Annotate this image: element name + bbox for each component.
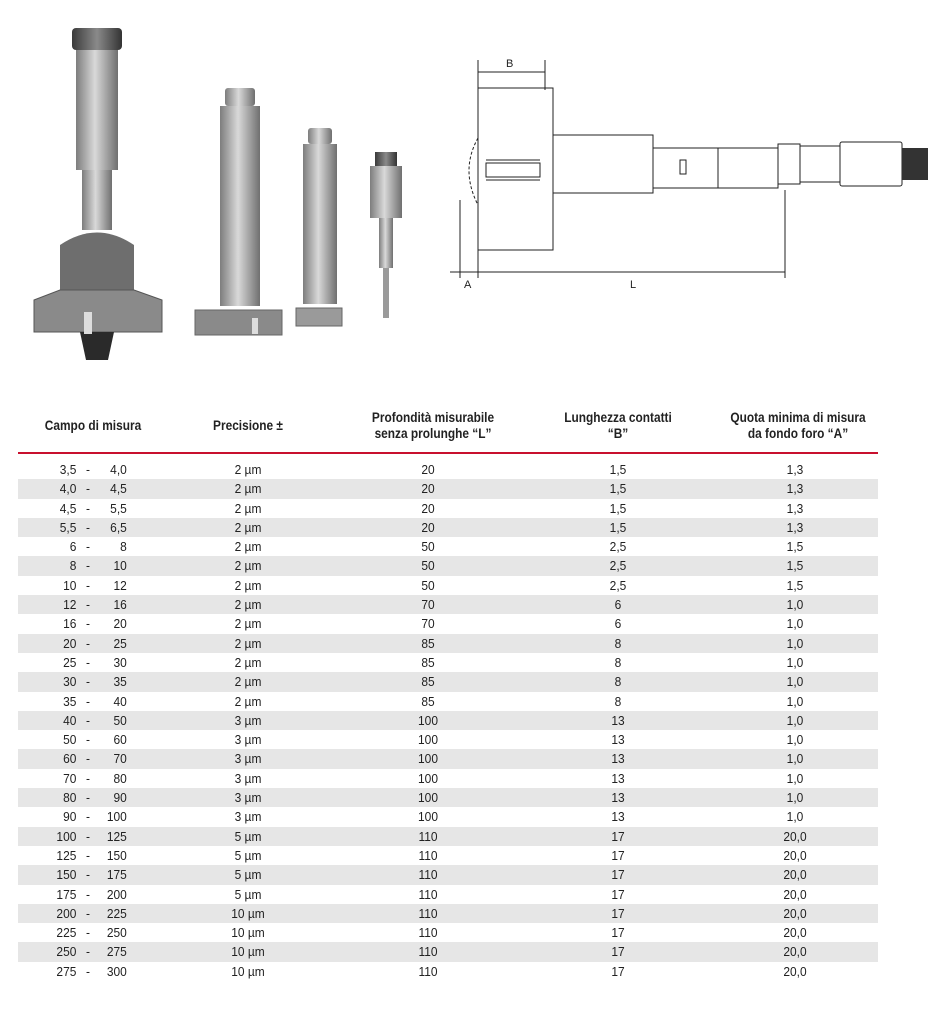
contact-length-cell: 17 bbox=[611, 963, 625, 979]
range-from: 30 bbox=[63, 674, 77, 690]
range-from: 8 bbox=[69, 558, 77, 574]
precision-cell: 2 µm bbox=[234, 616, 262, 632]
contact-length-cell: 1,5 bbox=[609, 462, 627, 477]
min-depth-cell: 1,0 bbox=[786, 674, 804, 690]
range-from: 125 bbox=[56, 847, 77, 863]
range-to: 16 bbox=[113, 597, 127, 613]
product-photos bbox=[20, 20, 420, 370]
depth-cell: 110 bbox=[418, 867, 438, 883]
table-row bbox=[18, 769, 878, 788]
range-from: 10 bbox=[63, 577, 77, 593]
min-depth-cell: 20,0 bbox=[783, 847, 807, 863]
contact-length-cell: 8 bbox=[614, 674, 622, 690]
min-depth-cell: 1,5 bbox=[786, 577, 804, 593]
range-from: 80 bbox=[63, 790, 77, 806]
range-to: 8 bbox=[120, 539, 127, 555]
range-dash: - bbox=[86, 751, 90, 767]
range-dash: - bbox=[86, 732, 90, 748]
precision-cell: 3 µm bbox=[234, 790, 262, 806]
range-to: 30 bbox=[113, 654, 127, 670]
range-to: 90 bbox=[113, 790, 127, 806]
range-from: 4,5 bbox=[59, 500, 77, 516]
label-a: A bbox=[464, 279, 472, 291]
range-from: 20 bbox=[63, 635, 77, 651]
precision-cell: 2 µm bbox=[234, 693, 262, 709]
header-quota: Quota minima di misura da fondo foro “A” bbox=[730, 410, 866, 441]
range-from: 90 bbox=[63, 809, 77, 825]
range-dash: - bbox=[86, 886, 90, 902]
range-dash: - bbox=[86, 635, 90, 651]
precision-cell: 5 µm bbox=[234, 867, 262, 883]
depth-cell: 100 bbox=[418, 712, 438, 728]
range-to: 50 bbox=[113, 712, 127, 728]
table-row bbox=[18, 942, 878, 961]
min-depth-cell: 1,0 bbox=[786, 712, 804, 728]
precision-cell: 3 µm bbox=[234, 732, 262, 748]
precision-cell: 10 µm bbox=[231, 925, 265, 941]
range-dash: - bbox=[86, 597, 90, 613]
range-to: 40 bbox=[113, 693, 127, 709]
min-depth-cell: 20,0 bbox=[783, 925, 807, 941]
min-depth-cell: 1,3 bbox=[786, 519, 804, 535]
range-dash: - bbox=[86, 519, 90, 535]
range-from: 60 bbox=[63, 751, 77, 767]
precision-cell: 5 µm bbox=[234, 886, 262, 902]
table-body bbox=[18, 460, 878, 981]
contact-length-cell: 6 bbox=[614, 616, 622, 632]
range-to: 70 bbox=[113, 751, 127, 767]
table-row bbox=[18, 788, 878, 807]
range-dash: - bbox=[86, 654, 90, 670]
contact-length-cell: 2,5 bbox=[609, 558, 627, 574]
min-depth-cell: 1,0 bbox=[786, 693, 804, 709]
table-row bbox=[18, 730, 878, 749]
range-to: 25 bbox=[113, 635, 127, 651]
range-to: 175 bbox=[106, 867, 127, 883]
label-b: B bbox=[506, 58, 514, 70]
range-from: 5,5 bbox=[59, 519, 77, 535]
table-row bbox=[18, 479, 878, 498]
range-from: 16 bbox=[63, 616, 77, 632]
range-to: 300 bbox=[106, 963, 127, 979]
range-dash: - bbox=[86, 944, 90, 960]
contact-length-cell: 8 bbox=[614, 693, 622, 709]
range-from: 200 bbox=[56, 905, 77, 921]
table-row bbox=[18, 711, 878, 730]
range-dash: - bbox=[86, 925, 90, 941]
technical-drawing bbox=[430, 50, 930, 300]
range-to: 80 bbox=[113, 770, 127, 786]
precision-cell: 5 µm bbox=[234, 828, 262, 844]
depth-cell: 100 bbox=[418, 809, 438, 825]
min-depth-cell: 1,0 bbox=[786, 751, 804, 767]
precision-cell: 3 µm bbox=[234, 751, 262, 767]
contact-length-cell: 8 bbox=[614, 635, 622, 651]
header-precisione: Precisione ± bbox=[213, 418, 283, 433]
depth-cell: 110 bbox=[418, 925, 438, 941]
min-depth-cell: 20,0 bbox=[783, 828, 807, 844]
header-profondita: Profondità misurabile senza prolunghe “L” bbox=[371, 410, 495, 441]
min-depth-cell: 1,3 bbox=[786, 462, 804, 477]
min-depth-cell: 1,0 bbox=[786, 597, 804, 613]
contact-length-cell: 6 bbox=[614, 597, 622, 613]
label-l: L bbox=[630, 279, 637, 291]
precision-cell: 2 µm bbox=[234, 462, 262, 477]
range-to: 10 bbox=[113, 558, 127, 574]
range-from: 3,5 bbox=[59, 462, 77, 477]
min-depth-cell: 1,0 bbox=[786, 770, 804, 786]
precision-cell: 2 µm bbox=[234, 481, 262, 497]
range-dash: - bbox=[86, 558, 90, 574]
precision-cell: 3 µm bbox=[234, 809, 262, 825]
precision-cell: 2 µm bbox=[234, 597, 262, 613]
bore-gauge-medium bbox=[195, 88, 282, 335]
range-to: 12 bbox=[113, 577, 127, 593]
range-to: 5,5 bbox=[110, 500, 127, 516]
table-row bbox=[18, 537, 878, 556]
min-depth-cell: 1,3 bbox=[786, 500, 804, 516]
table-row bbox=[18, 653, 878, 672]
range-to: 100 bbox=[106, 809, 127, 825]
knurl bbox=[902, 148, 928, 180]
range-dash: - bbox=[86, 577, 90, 593]
range-dash: - bbox=[86, 847, 90, 863]
precision-cell: 10 µm bbox=[231, 944, 265, 960]
range-from: 100 bbox=[56, 828, 77, 844]
contact-length-cell: 13 bbox=[611, 770, 625, 786]
bore-gauge-large bbox=[34, 28, 162, 360]
contact-length-cell: 2,5 bbox=[609, 577, 627, 593]
range-from: 50 bbox=[63, 732, 77, 748]
table-row bbox=[18, 556, 878, 575]
contact-length-cell: 1,5 bbox=[609, 481, 627, 497]
depth-cell: 85 bbox=[421, 693, 435, 709]
range-to: 6,5 bbox=[110, 519, 127, 535]
min-depth-cell: 1,5 bbox=[786, 558, 804, 574]
table-header bbox=[18, 402, 878, 450]
range-from: 12 bbox=[63, 597, 77, 613]
precision-cell: 3 µm bbox=[234, 770, 262, 786]
precision-cell: 3 µm bbox=[234, 712, 262, 728]
contact-length-cell: 17 bbox=[611, 944, 625, 960]
precision-cell: 2 µm bbox=[234, 654, 262, 670]
depth-cell: 20 bbox=[421, 500, 435, 516]
contact-length-cell: 13 bbox=[611, 809, 625, 825]
contact-length-cell: 1,5 bbox=[609, 519, 627, 535]
table-row bbox=[18, 865, 878, 884]
depth-cell: 100 bbox=[418, 751, 438, 767]
table-row bbox=[18, 885, 878, 904]
depth-cell: 100 bbox=[418, 770, 438, 786]
range-to: 250 bbox=[106, 925, 127, 941]
depth-cell: 70 bbox=[421, 616, 435, 632]
table-row bbox=[18, 923, 878, 942]
contact-length-cell: 13 bbox=[611, 751, 625, 767]
contact-length-cell: 2,5 bbox=[609, 539, 627, 555]
depth-cell: 110 bbox=[418, 963, 438, 979]
min-depth-cell: 1,0 bbox=[786, 809, 804, 825]
precision-cell: 2 µm bbox=[234, 674, 262, 690]
range-to: 4,5 bbox=[110, 481, 127, 497]
min-depth-cell: 1,0 bbox=[786, 616, 804, 632]
min-depth-cell: 1,0 bbox=[786, 790, 804, 806]
range-dash: - bbox=[86, 828, 90, 844]
range-dash: - bbox=[86, 481, 90, 497]
min-depth-cell: 20,0 bbox=[783, 905, 807, 921]
min-depth-cell: 1,5 bbox=[786, 539, 804, 555]
min-depth-cell: 1,0 bbox=[786, 654, 804, 670]
precision-cell: 2 µm bbox=[234, 500, 262, 516]
contact-length-cell: 17 bbox=[611, 867, 625, 883]
range-dash: - bbox=[86, 462, 90, 477]
min-depth-cell: 20,0 bbox=[783, 867, 807, 883]
depth-cell: 85 bbox=[421, 674, 435, 690]
table-row bbox=[18, 614, 878, 633]
table-row bbox=[18, 634, 878, 653]
bore-gauge-small bbox=[296, 128, 342, 326]
table-row bbox=[18, 962, 878, 981]
range-to: 35 bbox=[113, 674, 127, 690]
min-depth-cell: 20,0 bbox=[783, 963, 807, 979]
table-row bbox=[18, 749, 878, 768]
depth-cell: 50 bbox=[421, 577, 435, 593]
contact-length-cell: 17 bbox=[611, 886, 625, 902]
depth-cell: 110 bbox=[418, 847, 438, 863]
min-depth-cell: 20,0 bbox=[783, 886, 807, 902]
range-to: 225 bbox=[106, 905, 127, 921]
range-from: 40 bbox=[63, 712, 77, 728]
precision-cell: 2 µm bbox=[234, 558, 262, 574]
precision-cell: 5 µm bbox=[234, 847, 262, 863]
contact-length-cell: 1,5 bbox=[609, 500, 627, 516]
depth-cell: 50 bbox=[421, 558, 435, 574]
bore-gauge-mini bbox=[370, 152, 402, 318]
min-depth-cell: 1,0 bbox=[786, 732, 804, 748]
table-row bbox=[18, 595, 878, 614]
min-depth-cell: 1,3 bbox=[786, 481, 804, 497]
header-campo: Campo di misura bbox=[44, 418, 142, 433]
range-dash: - bbox=[86, 809, 90, 825]
depth-cell: 85 bbox=[421, 654, 435, 670]
table-row bbox=[18, 904, 878, 923]
range-to: 60 bbox=[113, 732, 127, 748]
range-dash: - bbox=[86, 500, 90, 516]
min-depth-cell: 1,0 bbox=[786, 635, 804, 651]
range-dash: - bbox=[86, 616, 90, 632]
depth-cell: 100 bbox=[418, 732, 438, 748]
range-dash: - bbox=[86, 712, 90, 728]
range-from: 4,0 bbox=[59, 481, 77, 497]
precision-cell: 2 µm bbox=[234, 577, 262, 593]
table-row bbox=[18, 807, 878, 826]
depth-cell: 110 bbox=[418, 944, 438, 960]
range-dash: - bbox=[86, 963, 90, 979]
contact-length-cell: 13 bbox=[611, 712, 625, 728]
table-row bbox=[18, 499, 878, 518]
range-dash: - bbox=[86, 674, 90, 690]
range-from: 175 bbox=[56, 886, 77, 902]
range-from: 6 bbox=[69, 539, 77, 555]
contact-length-cell: 17 bbox=[611, 847, 625, 863]
depth-cell: 110 bbox=[418, 886, 438, 902]
depth-cell: 50 bbox=[421, 539, 435, 555]
table-row bbox=[18, 827, 878, 846]
table-row bbox=[18, 692, 878, 711]
precision-cell: 10 µm bbox=[231, 963, 265, 979]
table-row bbox=[18, 576, 878, 595]
range-dash: - bbox=[86, 770, 90, 786]
precision-cell: 2 µm bbox=[234, 539, 262, 555]
range-dash: - bbox=[86, 693, 90, 709]
contact-length-cell: 8 bbox=[614, 654, 622, 670]
depth-cell: 110 bbox=[418, 905, 438, 921]
depth-cell: 70 bbox=[421, 597, 435, 613]
range-to: 150 bbox=[106, 847, 127, 863]
table-row bbox=[18, 672, 878, 691]
range-dash: - bbox=[86, 790, 90, 806]
range-to: 20 bbox=[113, 616, 127, 632]
contact-length-cell: 17 bbox=[611, 925, 625, 941]
range-from: 25 bbox=[63, 654, 77, 670]
range-from: 150 bbox=[56, 867, 77, 883]
range-to: 4,0 bbox=[110, 462, 127, 477]
range-from: 35 bbox=[63, 693, 77, 709]
contact-length-cell: 17 bbox=[611, 828, 625, 844]
range-dash: - bbox=[86, 539, 90, 555]
range-from: 70 bbox=[63, 770, 77, 786]
range-dash: - bbox=[86, 905, 90, 921]
min-depth-cell: 20,0 bbox=[783, 944, 807, 960]
precision-cell: 2 µm bbox=[234, 519, 262, 535]
contact-length-cell: 13 bbox=[611, 732, 625, 748]
depth-cell: 20 bbox=[421, 481, 435, 497]
range-from: 275 bbox=[56, 963, 77, 979]
range-to: 125 bbox=[106, 828, 127, 844]
contact-length-cell: 17 bbox=[611, 905, 625, 921]
header-divider bbox=[18, 452, 878, 454]
table-row bbox=[18, 460, 878, 479]
range-to: 275 bbox=[106, 944, 127, 960]
depth-cell: 20 bbox=[421, 519, 435, 535]
table-row bbox=[18, 518, 878, 537]
contact-length-cell: 13 bbox=[611, 790, 625, 806]
precision-cell: 10 µm bbox=[231, 905, 265, 921]
table-row bbox=[18, 846, 878, 865]
range-from: 225 bbox=[56, 925, 77, 941]
spec-table bbox=[18, 402, 878, 981]
depth-cell: 20 bbox=[421, 462, 435, 477]
depth-cell: 100 bbox=[418, 790, 438, 806]
range-from: 250 bbox=[56, 944, 77, 960]
precision-cell: 2 µm bbox=[234, 635, 262, 651]
range-to: 200 bbox=[106, 886, 127, 902]
header-lunghezza: Lunghezza contatti “B” bbox=[564, 410, 672, 441]
depth-cell: 110 bbox=[418, 828, 438, 844]
range-dash: - bbox=[86, 867, 90, 883]
depth-cell: 85 bbox=[421, 635, 435, 651]
